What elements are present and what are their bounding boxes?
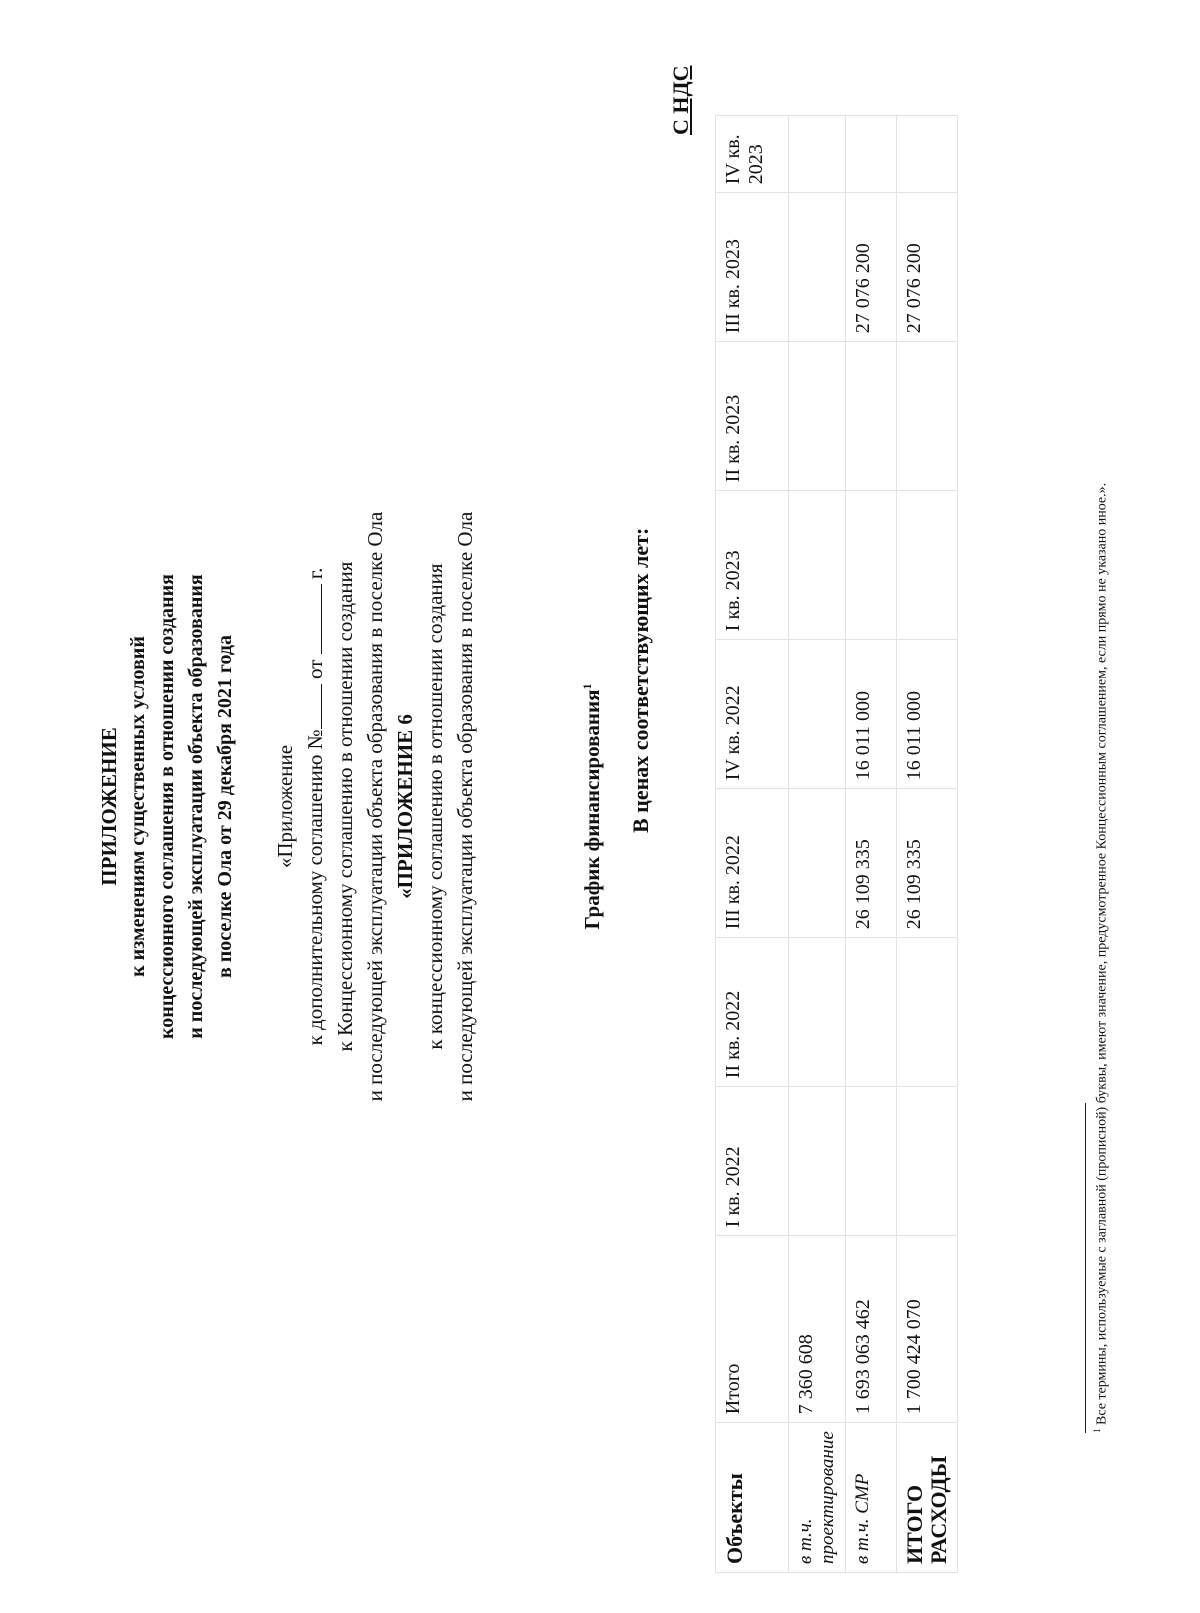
header-line-1: к изменениям существенных условий — [127, 636, 149, 977]
row-q2-2022 — [846, 938, 897, 1087]
row-q3-2022 — [789, 789, 846, 938]
row-q1-2022 — [846, 1087, 897, 1236]
row-q1-2022 — [897, 1087, 958, 1236]
col-header-q4-2023: IV кв. 2023 — [716, 116, 789, 193]
financing-schedule-table — [715, 115, 958, 1573]
appendix-line-1: «Приложение — [273, 744, 297, 869]
doc-title: ПРИЛОЖЕНИЕ — [97, 727, 121, 886]
col-header-q4-2022: IV кв. 2022 — [716, 640, 789, 789]
row-q3-2022: 26 109 335 — [897, 789, 958, 938]
row-q4-2023 — [789, 116, 846, 193]
footnote-text: Все термины, используемые с заглавной (прописной) буквы, имеют значение, предусмотренное Концессионным соглашением, если прямо не указано иное.». — [1094, 482, 1110, 1425]
appendix-6-heading: «ПРИЛОЖЕНИЕ 6 — [393, 714, 417, 899]
appendix-line-2 — [300, 0, 330, 1613]
table-row — [846, 116, 897, 1573]
row-q1-2023 — [789, 491, 846, 640]
header-line-4: в поселке Ола от 29 декабря 2021 года — [214, 634, 236, 979]
row-object: в т.ч. проектирование — [789, 1423, 846, 1573]
appendix-line-3: к Концессионному соглашению в отношении создания — [333, 561, 357, 1052]
row-q1-2023 — [897, 491, 958, 640]
col-header-q3-2022: III кв. 2022 — [716, 789, 789, 938]
row-q3-2023 — [789, 193, 846, 342]
schedule-title — [580, 0, 605, 1613]
row-total: 7 360 608 — [789, 1236, 846, 1423]
row-q4-2023 — [846, 116, 897, 193]
row-q4-2022: 16 011 000 — [897, 640, 958, 789]
row-q4-2022 — [789, 640, 846, 789]
row-q2-2023 — [897, 342, 958, 491]
footnote-divider — [1085, 1103, 1086, 1433]
row-q1-2022 — [789, 1087, 846, 1236]
appendix-year: г. — [303, 567, 327, 580]
footnote — [1092, 483, 1111, 1433]
number-blank — [321, 684, 322, 729]
row-q4-2022: 16 011 000 — [846, 640, 897, 789]
appendix-from: от — [303, 659, 327, 680]
row-total: 1 693 063 462 — [846, 1236, 897, 1423]
appendix-line-7: и последующей эксплуатации объекта образования в поселке Ола — [453, 511, 477, 1102]
row-q4-2023 — [897, 116, 958, 193]
row-q2-2022 — [789, 938, 846, 1087]
col-header-q1-2022: I кв. 2022 — [716, 1087, 789, 1236]
row-q3-2022: 26 109 335 — [846, 789, 897, 938]
row-q2-2023 — [846, 342, 897, 491]
footnote-number: 1 — [1092, 1428, 1102, 1433]
vat-note: С НДС — [668, 65, 693, 135]
prices-note: В ценах соответствующих лет: — [628, 527, 653, 833]
col-header-q3-2023: III кв. 2023 — [716, 193, 789, 342]
row-q3-2023: 27 076 200 — [897, 193, 958, 342]
schedule-title-text: График финансирования — [580, 689, 604, 930]
appendix-number-prefix: к дополнительному соглашению № — [303, 729, 327, 1046]
col-header-total: Итого — [716, 1236, 789, 1423]
table-header-row — [716, 116, 789, 1573]
col-header-objects: Объекты — [716, 1423, 789, 1573]
table-row — [789, 116, 846, 1573]
header-line-3: и последующей эксплуатации объекта образования — [185, 574, 207, 1039]
appendix-line-6: к концессионному соглашению в отношении создания — [423, 563, 447, 1050]
footnote-marker: 1 — [580, 683, 594, 690]
header-line-2: концессионного соглашения в отношении создания — [156, 574, 178, 1039]
table-row — [897, 116, 958, 1573]
row-q1-2023 — [846, 491, 897, 640]
row-object: в т.ч. СМР — [846, 1423, 897, 1573]
col-header-q2-2022: II кв. 2022 — [716, 938, 789, 1087]
col-header-q1-2023: I кв. 2023 — [716, 491, 789, 640]
date-blank — [321, 584, 322, 654]
appendix-line-4: и последующей эксплуатации объекта образования в поселке Ола — [363, 511, 387, 1102]
row-q2-2023 — [789, 342, 846, 491]
row-q3-2023: 27 076 200 — [846, 193, 897, 342]
row-total: 1 700 424 070 — [897, 1236, 958, 1423]
row-object: ИТОГО РАСХОДЫ — [897, 1423, 958, 1573]
appendix-line-5 — [390, 0, 420, 1613]
row-q2-2022 — [897, 938, 958, 1087]
col-header-q2-2023: II кв. 2023 — [716, 342, 789, 491]
